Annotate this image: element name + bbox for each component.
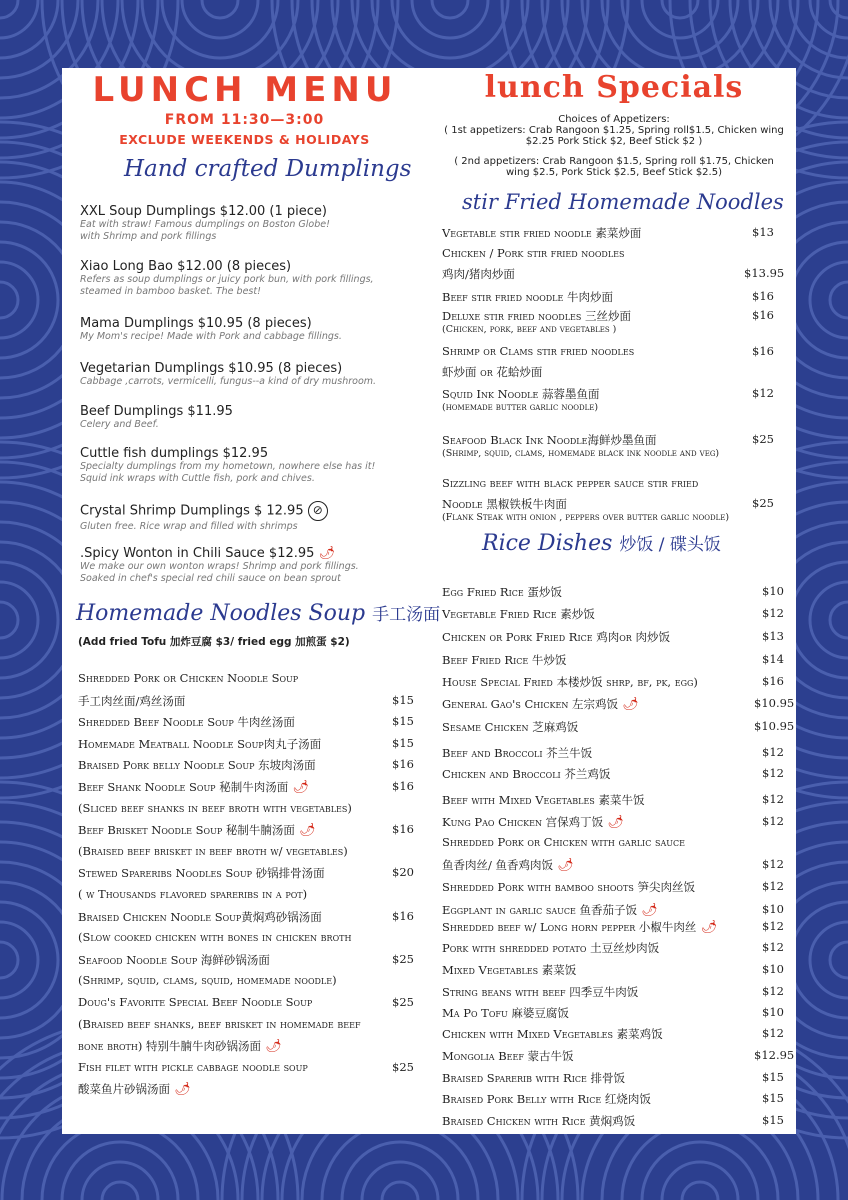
chili-pepper-icon: 🌶 [617,697,639,712]
dumpling-name: Mama Dumplings $10.95 (8 pieces) [80,316,312,331]
stirfry-name: Chicken / Pork stir fried noodles [442,246,625,260]
dumpling-description: Soaked in chef's special red chili sauce on bean sprout [80,573,341,584]
rice-name: Shredded beef w/ Long horn pepper 小椒牛肉丝 🌶 [442,920,718,935]
rice-name: Ma Po Tofu 麻婆豆腐饭 [442,1006,569,1020]
soup-price: $25 [392,1059,414,1074]
noodle-soup-heading-cn: 手工汤面 [372,605,441,625]
chili-pepper-icon: 🌶 [261,1039,282,1055]
chili-pepper-icon: 🌶 [553,858,574,873]
soup-name: Shredded Pork or Chicken Noodle Soup [78,671,299,685]
rice-price: $15 [762,1070,784,1084]
soup-price: $25 [392,951,414,966]
rice-price: $10 [762,1005,784,1019]
stirfry-name: Squid Ink Noodle 蒜蓉墨鱼面 [442,387,600,401]
stirfry-price: $16 [752,308,774,322]
rice-price: $12 [762,1026,784,1040]
rice-name: Shredded Pork or Chicken with garlic sauce [442,835,685,849]
rice-price: $12 [762,879,784,893]
stirfry-name: Shrimp or Clams stir fried noodles [442,344,635,358]
menu-card [62,68,796,1134]
dumpling-item [80,446,425,485]
soup-detail: 酸菜鱼片砂锅汤面 🌶 [78,1082,191,1098]
stirfry-price: $12 [752,386,774,400]
soup-price: $15 [392,692,414,707]
rice-price: $14 [762,652,784,666]
soup-price: $16 [392,908,414,923]
rice-price: $12 [762,857,784,871]
gluten-free-icon: ⊘ [308,501,328,521]
rice-price: $13 [762,629,784,643]
dumpling-description: Refers as soup dumplings or juicy pork bun, with pork fillings, [80,274,374,285]
rice-price: $12 [762,745,784,759]
lunch-menu-title: LUNCH MENU [92,70,398,110]
rice-price: $12.95 [754,1048,795,1062]
soup-price: $15 [392,735,414,750]
rice-name: Kung Pao Chicken 宫保鸡丁饭 🌶 [442,815,624,830]
choices-second: ( 2nd appetizers: Crab Rangoon $1.5, Spring roll $1.75, Chicken wing $2.5, Pork Stick $2.5, Beef Stick $2.5) [454,156,774,178]
rice-name: Beef Fried Rice 牛炒饭 [442,653,567,667]
rice-price: $10.95 [754,719,795,733]
rice-name: Sesame Chicken 芝麻鸡饭 [442,720,579,734]
lunch-specials-title: lunch Specials [484,70,744,105]
choices-title: Choices of Appetizers: [558,114,670,125]
noodle-soup-heading-en: Homemade Noodles Soup [76,601,366,626]
stirfry-name: Vegetable stir fried noodle 素菜炒面 [442,226,642,240]
rice-price: $12 [762,792,784,806]
stirfry-detail: (Flank Steak with onion , peppers over butter garlic noodle) [442,512,730,523]
rice-name: 鱼香肉丝/ 鱼香鸡肉饭 🌶 [442,858,574,873]
soup-detail: (Shrimp, squid, clams, squid, homemade noodle) [78,973,337,988]
rice-name: Vegetable Fried Rice 素炒饭 [442,607,595,621]
stirfry-detail: (Shrimp, squid, clams, homemade black ink noodle and veg) [442,448,720,459]
rice-price: $12 [762,766,784,780]
exclude-text: EXCLUDE WEEKENDS & HOLIDAYS [119,132,370,147]
dumpling-description: with Shrimp and pork fillings [80,231,217,242]
rice-name: Beef with Mixed Vegetables 素菜牛饭 [442,793,645,807]
soup-detail: (Braised beef shanks, beef brisket in homemade beef [78,1016,361,1031]
rice-name: Chicken with Mixed Vegetables 素菜鸡饭 [442,1027,663,1041]
stirfry-price: $13 [752,225,774,239]
chili-pepper-icon: 🌶 [288,780,309,795]
dumpling-item [80,501,425,533]
choices-first: ( 1st appetizers: Crab Rangoon $1.25, Spring roll$1.5, Chicken wing $2.25 Pork Stick $2, Beef Stick $2 ) [444,125,784,147]
dumpling-name: Cuttle fish dumplings $12.95 [80,446,269,461]
soup-detail: (Slow cooked chicken with bones in chicken broth [78,930,352,945]
rice-price: $10 [762,902,784,916]
dumpling-description: Cabbage ,carrots, vermicelli, fungus--a kind of dry mushroom. [80,376,377,387]
soup-detail: 手工肉丝面/鸡丝汤面 [78,693,186,708]
rice-heading-en: Rice Dishes [482,531,613,556]
soup-detail: bone broth) 特别牛腩牛肉砂锅汤面 🌶 [78,1039,282,1055]
soup-name: Doug's Favorite Special Beef Noodle Soup [78,995,313,1009]
dumpling-name: .Spicy Wonton in Chili Sauce $12.95 🌶 [80,546,336,561]
rice-name: Pork with shredded potato 土豆丝炒肉饭 [442,941,660,955]
rice-price: $12 [762,814,784,828]
rice-name: String beans with beef 四季豆牛肉饭 [442,985,639,999]
stirfry-price: $16 [752,344,774,358]
rice-price: $12 [762,919,784,933]
rice-price: $10 [762,962,784,976]
rice-name: House Special Fried 本楼炒饭 shrp, bf, pk, egg) [442,675,698,689]
chili-pepper-icon: 🌶 [294,823,316,839]
soup-name: Homemade Meatball Noodle Soup肉丸子汤面 [78,736,322,751]
dumpling-description: My Mom's recipe! Made with Pork and cabbage fillings. [80,331,342,342]
dumpling-description: Specialty dumplings from my hometown, nowhere else has it! [80,461,376,472]
dumpling-description: steamed in bamboo basket. The best! [80,286,261,297]
rice-price: $12 [762,606,784,620]
soup-name: Beef Shank Noodle Soup 秘制牛肉汤面 🌶 [78,780,309,795]
stirfry-heading: stir Fried Homemade Noodles [462,190,784,214]
soup-name: Seafood Noodle Soup 海鲜砂锅汤面 [78,952,270,967]
stirfry-name: 鸡肉/猪肉炒面 [442,267,515,281]
dumplings-heading: Hand crafted Dumplings [124,156,412,182]
soup-price: $15 [392,714,414,729]
dumpling-description: We make our own wonton wraps! Shrimp and pork fillings. [80,561,359,572]
soup-detail: (Sliced beef shanks in beef broth with vegetables) [78,800,352,815]
dumpling-description: Gluten free. Rice wrap and filled with shrimps [80,521,298,532]
dumpling-name: Crystal Shrimp Dumplings $ 12.95 ⊘ [80,501,425,521]
stirfry-name: Beef stir fried noodle 牛肉炒面 [442,290,613,304]
dumpling-description: Celery and Beef. [80,419,159,430]
chili-pepper-icon: 🌶 [314,546,336,561]
stirfry-name: 虾炒面 or 花蛤炒面 [442,365,543,379]
noodle-soup-heading [76,600,440,626]
dumpling-name: XXL Soup Dumplings $12.00 (1 piece) [80,204,327,219]
soup-price: $16 [392,822,414,837]
left-column [62,68,441,1134]
chili-pepper-icon: 🌶 [603,815,624,830]
stirfry-price: $16 [752,289,774,303]
dumpling-item [80,404,425,431]
rice-price: $12 [762,940,784,954]
dumpling-item [80,316,425,343]
soup-detail: ( w Thousands flavored spareribs in a pot) [78,887,308,901]
chili-pepper-icon: 🌶 [170,1082,191,1098]
rice-price: $15 [762,1113,784,1127]
stirfry-price: $25 [752,432,774,446]
soup-name: Braised Chicken Noodle Soup黄焖鸡砂锅汤面 [78,909,322,924]
rice-heading [482,530,721,556]
chili-pepper-icon: 🌶 [637,903,658,918]
rice-name: Beef and Broccoli 芥兰牛饭 [442,746,593,760]
dumpling-name: Vegetarian Dumplings $10.95 (8 pieces) [80,361,343,376]
dumpling-item [80,546,425,585]
rice-price: $15 [762,1091,784,1105]
rice-name: Mongolia Beef 蒙古牛饭 [442,1049,574,1063]
dumpling-description: Squid ink wraps with Cuttle fish, pork and chives. [80,473,315,484]
rice-name: Braised Sparerib with Rice 排骨饭 [442,1071,625,1085]
stirfry-name: Seafood Black Ink Noodle海鲜炒墨鱼面 [442,433,657,447]
rice-name: Egg Fried Rice 蛋炒饭 [442,585,562,599]
hours-text: FROM 11:30—3:00 [164,112,325,128]
stirfry-detail: (Chicken, pork, beef and vegetables ) [442,324,617,335]
soup-name: Shredded Beef Noodle Soup 牛肉丝汤面 [78,715,295,730]
rice-price: $12 [762,984,784,998]
rice-price: $10 [762,584,784,598]
rice-name: Shredded Pork with bamboo shoots 笋尖肉丝饭 [442,880,695,894]
chili-pepper-icon: 🌶 [696,920,718,935]
stirfry-price: $25 [752,496,774,510]
soup-name: Stewed Spareribs Noodles Soup 砂锅排骨汤面 [78,866,325,881]
rice-name: Chicken and Broccoli 芥兰鸡饭 [442,767,611,781]
soup-detail: (Braised beef brisket in beef broth w/ vegetables) [78,843,348,858]
soup-name: Fish filet with pickle cabbage noodle soup [78,1059,308,1074]
soup-price: $25 [392,995,414,1009]
rice-name: Braised Pork Belly with Rice 红烧肉饭 [442,1092,651,1106]
addon-note: (Add fried Tofu 加炸豆腐 $3/ fried egg 加煎蛋 $2) [78,636,350,648]
right-column [432,68,796,1134]
rice-name: Braised Chicken with Rice 黄焖鸡饭 [442,1114,636,1128]
stirfry-price: $13.95 [744,266,785,280]
rice-heading-cn: 炒饭 / 碟头饭 [619,535,721,555]
soup-name: Beef Brisket Noodle Soup 秘制牛腩汤面 🌶 [78,823,316,839]
dumpling-item [80,361,425,388]
rice-name: General Gao's Chicken 左宗鸡饭 🌶 [442,697,639,712]
soup-price: $16 [392,757,414,772]
stirfry-name: Deluxe stir fried noodles 三丝炒面 [442,309,631,323]
rice-price: $10.95 [754,696,795,710]
stirfry-detail: (homemade butter garlic noodle) [442,402,599,413]
rice-name: Chicken or Pork Fried Rice 鸡肉or 肉炒饭 [442,630,670,644]
soup-price: $16 [392,779,414,793]
stirfry-name: Sizzling beef with black pepper sauce stir fried [442,476,699,490]
stirfry-name: Noodle 黑椒铁板牛肉面 [442,497,567,511]
dumpling-item [80,204,425,243]
soup-name: Braised Pork belly Noodle Soup 东坡肉汤面 [78,758,316,773]
rice-price: $16 [762,674,784,688]
dumpling-name: Beef Dumplings $11.95 [80,404,233,419]
dumpling-name: Xiao Long Bao $12.00 (8 pieces) [80,259,292,274]
rice-name: Eggplant in garlic sauce 鱼香茄子饭 🌶 [442,903,658,918]
dumpling-item [80,259,425,298]
rice-name: Mixed Vegetables 素菜饭 [442,963,577,977]
soup-price: $20 [392,865,414,880]
dumpling-description: Eat with straw! Famous dumplings on Boston Globe! [80,219,330,230]
